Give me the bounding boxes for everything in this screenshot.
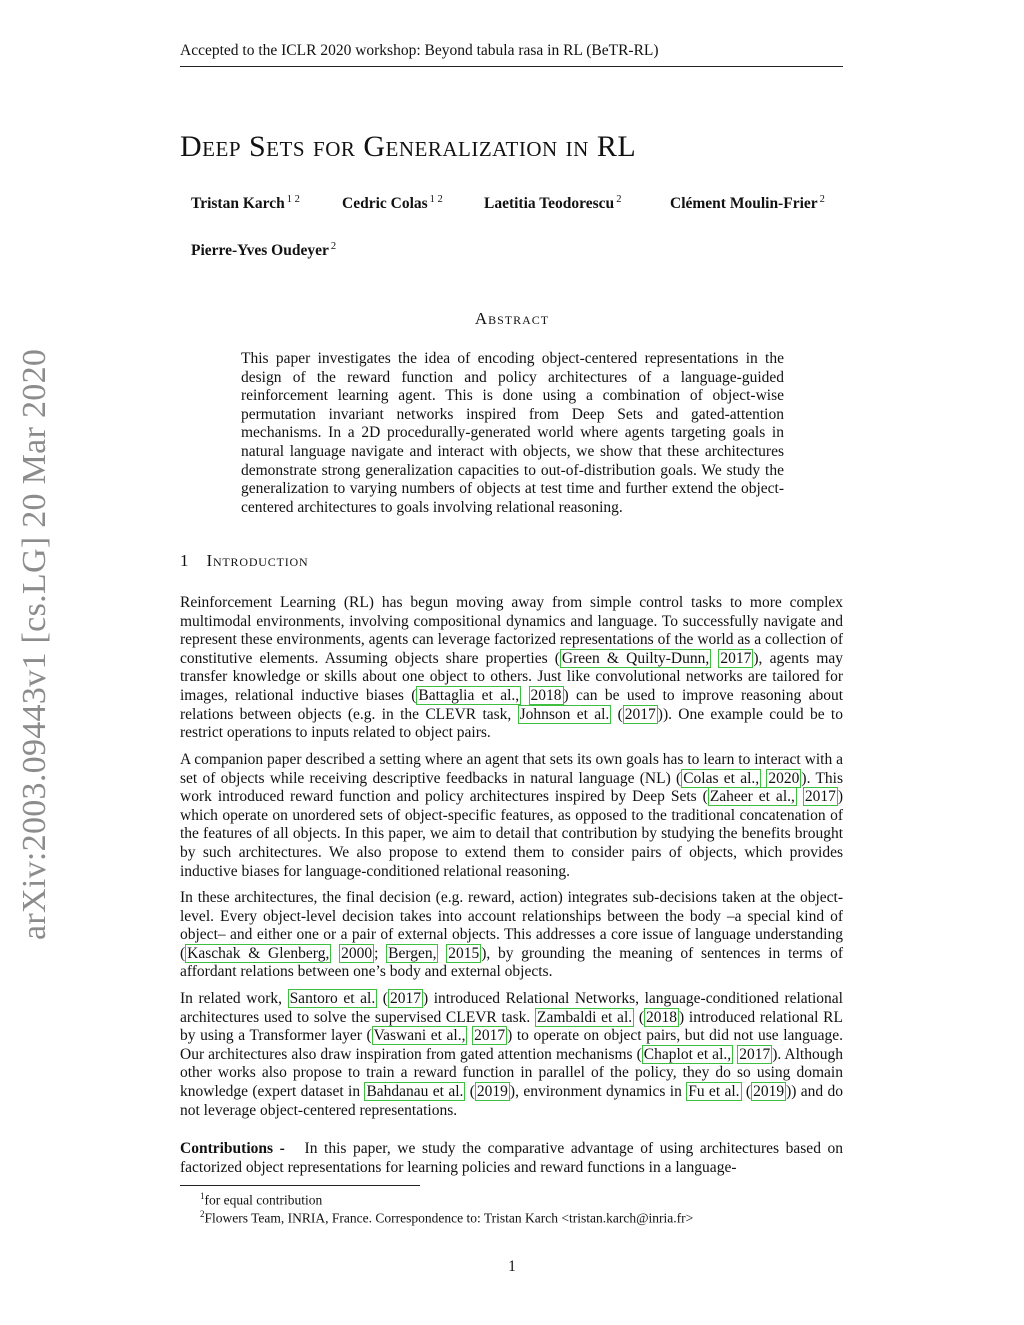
footnote-text: Flowers Team, INRIA, France. Correspondence to: Tristan Karch <tristan.karch@inria.fr> <box>204 1210 694 1226</box>
running-header: Accepted to the ICLR 2020 workshop: Beyond tabula rasa in RL (BeTR-RL) <box>180 42 843 67</box>
citation-link[interactable]: Vaswani et al., <box>373 1027 466 1045</box>
footnote-mark: 2 <box>200 1209 205 1219</box>
citation-link[interactable]: 2017 <box>624 705 656 723</box>
citation-link[interactable]: 2017 <box>739 1045 771 1063</box>
section-number: 1 <box>180 551 189 570</box>
citation-link[interactable]: 2017 <box>389 990 421 1007</box>
author-2 <box>342 194 443 213</box>
citation-link[interactable]: Fu et al. <box>688 1082 740 1100</box>
paragraph-1: Reinforcement Learning (RL) has begun moving away from simple control tasks to more complex multimodal environments, involving compositional dynamics and language. To successfully navigate and represent these environments, agents can leverage factorized representations of the world as a collection of constitutive elements. Assuming objects share properties ( Green & Quilty-Dunn, 2017 ), agents may transfer knowledge or skills about one object to others. Just like convolutional networks are tailored for images, relational inductive biases ( Battaglia et al., 2018 ) can be used to improve reasoning about relations between objects (e.g. in the CLEVR task, Johnson et al. ( 2017 )). One example could be to restrict operations to inputs related to object pairs. <box>180 594 844 742</box>
paper-title <box>180 130 636 164</box>
footnote-text: for equal contribution <box>204 1192 323 1208</box>
arxiv-stamp: arXiv:2003.09443v1 [cs.LG] 20 Mar 2020 <box>16 348 53 940</box>
citation-link[interactable]: 2018 <box>646 1008 678 1026</box>
citation-link[interactable]: 2019 <box>753 1082 785 1100</box>
author-4 <box>670 194 825 213</box>
citation-link[interactable]: Zambaldi et al. <box>537 1008 633 1026</box>
citation-link[interactable]: Bahdanau et al. <box>366 1082 464 1100</box>
title-text: Deep Sets for Generalization in RL <box>180 130 637 163</box>
abstract-text: This paper investigates the idea of encoding object-centered representations in the design of the reward function and policy architectures of a language-guided reinforcement learning agent. This is done using a combination of object-wise permutation invariant networks inspired from Deep Sets and gated-attention mechanisms. In a 2D procedurally-generated world where agents targeting goals in natural language navigate and interact with objects, we show that these architectures demonstrate strong generalization capacities to out-of-distribution goals. We study the generalization to varying numbers of objects at test time and further extend the object-centered architectures to goals involving relational reasoning. <box>241 350 784 516</box>
section-title: Introduction <box>206 551 309 570</box>
author-name: Pierre-Yves Oudeyer <box>191 242 329 260</box>
contributions-text: In this paper, we study the comparative advantage of using architectures based on factorized object representations for learning policies and reward functions in a language- <box>180 1140 844 1176</box>
footnote-2 <box>200 1209 693 1227</box>
citation-link[interactable]: 2020 <box>768 769 800 787</box>
section-heading <box>180 551 308 571</box>
citation-link[interactable]: 2017 <box>474 1027 506 1045</box>
author-name: Clément Moulin-Frier <box>670 195 818 213</box>
citation-link[interactable]: 2000 <box>341 944 373 962</box>
footnote-rule <box>180 1185 420 1186</box>
author-name: Cedric Colas <box>342 195 428 213</box>
author-name: Tristan Karch <box>191 195 285 213</box>
paragraph-2: A companion paper described a setting where an agent that sets its own goals has to learn to interact with a set of objects while receiving descriptive feedbacks in natural language (NL) ( Colas et al., 2020 ). This work introduced reward function and policy architectures inspired by Deep Sets ( Zaheer et al., 2017 ) which operate on unordered sets of object-specific features, as opposed to the traditional concatenation of the features of all objects. In this paper, we aim to detail that contribution by studying the benefits brought by such architectures. We also propose to extend them to consider pairs of objects, which provides inductive biases for language-conditioned relational reasoning. <box>180 751 844 880</box>
author-affiliation: 1 2 <box>286 194 300 205</box>
page-number: 1 <box>508 1258 516 1275</box>
author-name: Laetitia Teodorescu <box>484 195 615 213</box>
author-affiliation: 1 2 <box>429 194 443 205</box>
citation-link[interactable]: Kaschak & Glenberg, <box>187 944 330 962</box>
author-5 <box>191 241 336 260</box>
paragraph-4: In related work, Santoro et al. ( 2017 ) introduced Relational Networks, language-conditioned relational architectures used to solve the supervised CLEVR task. Zambaldi et al. ( 2018 ) introduced relational RL by using a Transformer layer ( Vaswani et al., 2017 ) to operate on object pairs, but did not use language. Our architectures also draw inspiration from gated attention mechanisms ( Chaplot et al., 2017 ). Although other works also propose to train a reward function in parallel of the policy, they do so using domain knowledge (expert dataset in Bahdanau et al. ( 2019 ), environment dynamics in Fu et al. ( 2019 )) and do not leverage object-centered representations. <box>180 990 844 1119</box>
citation-link[interactable]: Bergen, <box>388 944 437 962</box>
citation-link[interactable]: Green & Quilty-Dunn, <box>561 649 710 667</box>
citation-link[interactable]: Santoro et al. <box>289 990 376 1007</box>
author-affiliation: 2 <box>616 194 622 205</box>
citation-link[interactable]: 2019 <box>476 1082 508 1100</box>
author-1 <box>191 194 300 213</box>
author-affiliation: 2 <box>819 194 825 205</box>
citation-link[interactable]: 2017 <box>720 649 752 667</box>
contributions-label: Contributions - <box>180 1140 285 1157</box>
citation-link[interactable]: Battaglia et al., <box>418 686 520 704</box>
citation-link[interactable]: Colas et al., <box>683 769 760 787</box>
footnote-mark: 1 <box>200 1191 205 1201</box>
footnote-1 <box>200 1191 322 1209</box>
abstract-heading: Abstract <box>474 309 550 328</box>
citation-link[interactable]: Johnson et al. <box>519 705 610 723</box>
author-3 <box>484 194 621 213</box>
citation-link[interactable]: Zaheer et al., <box>709 788 795 806</box>
citation-link[interactable]: 2015 <box>448 944 480 962</box>
citation-link[interactable]: 2018 <box>530 686 562 704</box>
author-affiliation: 2 <box>330 241 337 252</box>
paragraph-3: In these architectures, the final decision (e.g. reward, action) integrates sub-decisions taken at the object-level. Every object-level decision takes into account relationships between the body –a special kind of object– and either one or a pair of external objects. This addresses a core issue of language understanding ( Kaschak & Glenberg, 2000 ; Bergen, 2015 ), by grounding the meaning of sentences in terms of affordant relations between one’s body and external objects. <box>180 889 844 981</box>
paragraph-5 <box>180 1140 843 1177</box>
citation-link[interactable]: Chaplot et al., <box>643 1045 732 1063</box>
citation-link[interactable]: 2017 <box>804 788 836 806</box>
